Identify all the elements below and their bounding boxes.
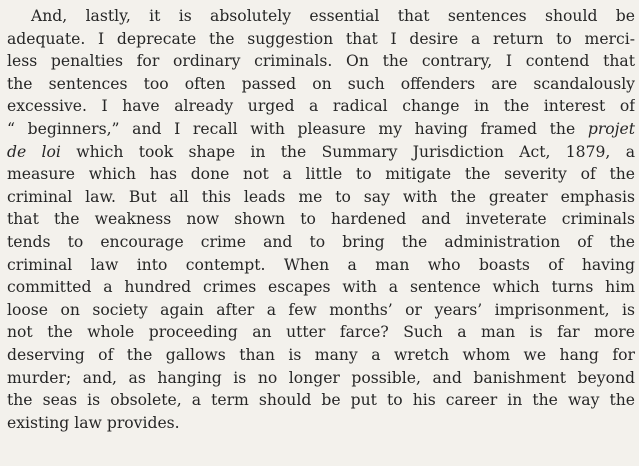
text-line: committed a hundred crimes escapes with a sentence which turns him <box>7 278 635 297</box>
text-line: criminal law. But all this leads me to say with the greater emphasis <box>7 187 635 206</box>
text-line: loose on society again after a few months’ or years’ imprisonment, is <box>7 300 635 319</box>
text-line: murder; and, as hanging is no longer possible, and banishment beyond <box>7 368 635 387</box>
text-segment: which took shape in the Summary Jurisdiction Act, 1879, a <box>76 142 635 161</box>
text-line: the seas is obsolete, a term should be put to his career in the way the <box>7 391 635 410</box>
text-line: deserving of the gallows than is many a wretch whom we hang for <box>7 345 635 364</box>
text-line: excessive. I have already urged a radical change in the interest of <box>7 97 635 116</box>
text-line: adequate. I deprecate the suggestion that I desire a return to merci- <box>7 29 635 48</box>
text-line: not the whole proceeding an utter farce? Such a man is far more <box>7 323 635 342</box>
text-line: measure which has done not a little to mitigate the severity of the <box>7 165 635 184</box>
text-line: existing law provides. <box>7 413 180 432</box>
italic-phrase: de loi <box>7 142 61 161</box>
text-line: less penalties for ordinary criminals. On the contrary, I contend that <box>7 52 635 71</box>
body-paragraph <box>7 5 635 434</box>
text-line: And, lastly, it is absolutely essential that sentences should be <box>31 7 635 25</box>
text-line <box>7 118 635 141</box>
text-line: that the weakness now shown to hardened and inveterate criminals <box>7 210 635 229</box>
italic-phrase: projet <box>587 119 635 138</box>
text-line: the sentences too often passed on such offenders are scandalously <box>7 74 635 93</box>
text-line: criminal law into contempt. When a man who boasts of having <box>7 255 635 274</box>
text-line: tends to encourage crime and to bring the administration of the <box>7 232 635 251</box>
text-segment: “ beginners,” and I recall with pleasure my having framed the <box>7 119 576 138</box>
text-line <box>7 141 635 164</box>
